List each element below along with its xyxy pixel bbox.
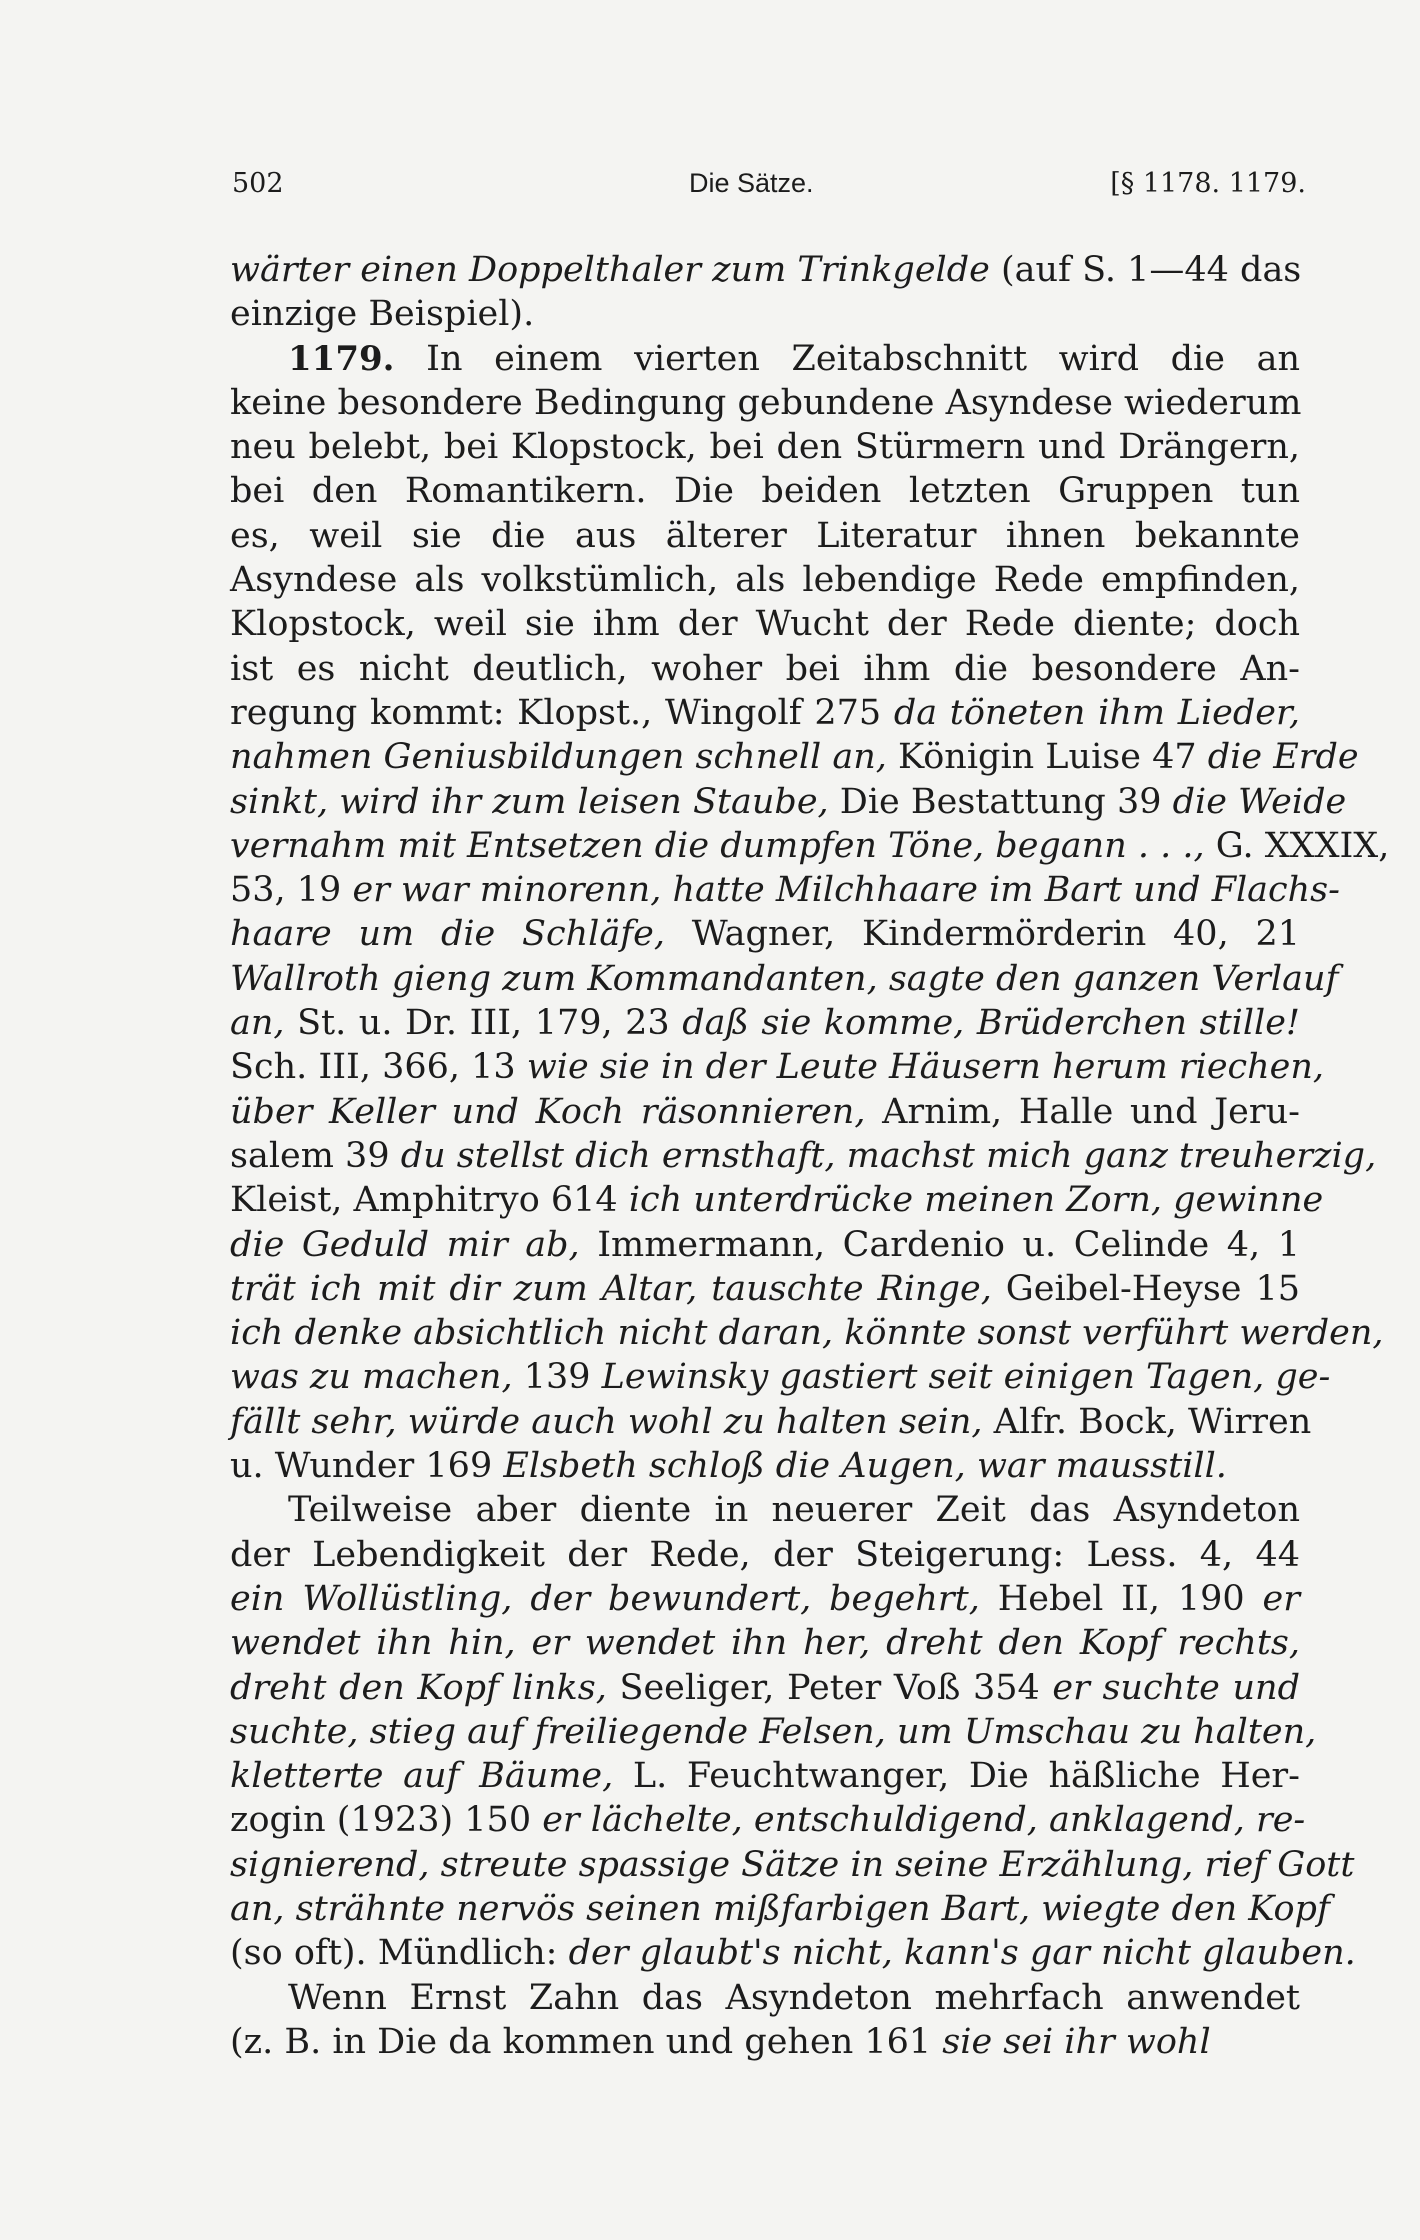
body-text [230, 248, 1390, 2064]
quoted-example: trät ich mit dir zum Altar, tauschte Ringe, [230, 1268, 992, 1309]
quoted-example: ich unterdrücke meinen Zorn, gewinne [628, 1180, 1324, 1221]
quoted-example: er [1262, 1578, 1300, 1619]
quoted-example: ein Wollüstling, der bewundert, begehrt, [230, 1578, 980, 1619]
text-line [230, 248, 1300, 292]
quoted-example: Elsbeth schloß die Augen, war mausstill. [503, 1446, 1227, 1487]
text-line [230, 824, 1390, 868]
text-run: zogin (1923) 150 [230, 1800, 543, 1841]
text-line [230, 1444, 1300, 1488]
quoted-example: die Erde [1207, 737, 1359, 778]
text-line [230, 1311, 1384, 1355]
quoted-example: daß sie komme, Brüderchen stille! [682, 1003, 1300, 1044]
text-line [230, 602, 1300, 646]
text-line [230, 1843, 1355, 1887]
text-run: Wenn Ernst Zahn das Asyndeton mehrfach anwendet [288, 1977, 1300, 2018]
text-line [230, 1931, 1356, 1975]
text-line [230, 1178, 1324, 1222]
quoted-example: signierend, streute spassige Sätze in seine Erzählung, rief Gott [230, 1844, 1355, 1885]
text-run: der Lebendigkeit der Rede, der Steigerung: Less. 4, 44 [230, 1534, 1300, 1575]
text-run: Hebel II, 190 [979, 1578, 1263, 1619]
text-run: In einem vierten Zeitabschnitt wird die an [394, 338, 1300, 379]
text-run: Teilweise aber diente in neuerer Zeit das Asyndeton [288, 1490, 1300, 1531]
text-run: G. XXXIX, [1204, 825, 1390, 866]
text-line [230, 1710, 1317, 1754]
text-line [230, 425, 1300, 469]
text-run: Die Bestattung 39 [828, 781, 1173, 822]
text-line [230, 912, 1300, 956]
text-line [230, 1577, 1300, 1621]
text-line [230, 558, 1300, 602]
text-run: neu belebt, bei Klopstock, bei den Stürmern und Drängern, [230, 427, 1300, 468]
text-line [230, 1533, 1300, 1577]
text-line [230, 1754, 1300, 1798]
text-run: u. Wunder 169 [230, 1446, 504, 1487]
quoted-example: über Keller und Koch räsonnieren, [230, 1091, 866, 1132]
text-line [230, 1355, 1331, 1399]
quoted-example: er lächelte, entschuldigend, anklagend, re- [542, 1800, 1306, 1841]
quoted-example: fällt sehr, würde auch wohl zu halten sein, [230, 1401, 983, 1442]
text-run: Sch. III, 366, 13 [230, 1047, 527, 1088]
quoted-example: da töneten ihm Lieder, [893, 692, 1300, 733]
text-line [230, 469, 1300, 513]
text-line [230, 1488, 1300, 1532]
text-line [230, 691, 1300, 735]
text-run: 53, 19 [230, 870, 353, 911]
section-reference: [§ 1178. 1179. [1110, 168, 1306, 199]
text-run: St. u. Dr. III, 179, 23 [284, 1003, 683, 1044]
text-line [230, 780, 1347, 824]
text-line [230, 735, 1359, 779]
text-line [230, 1621, 1300, 1665]
text-line [230, 292, 1300, 336]
section-number: 1179. [288, 338, 395, 379]
text-run: (z. B. in Die da kommen und gehen 161 [230, 2021, 943, 2062]
text-run: Wagner, Kindermörderin 40, 21 [665, 914, 1300, 955]
text-line [230, 1001, 1300, 1045]
text-line [230, 1045, 1325, 1089]
text-run: salem 39 [230, 1135, 401, 1176]
quoted-example: ich denke absichtlich nicht daran, könnte sonst verführt werden, [230, 1313, 1384, 1354]
text-run: Kleist, Amphitryo 614 [230, 1180, 629, 1221]
text-line [230, 647, 1300, 691]
quoted-example: die Geduld mir ab, [230, 1224, 580, 1265]
text-line [230, 381, 1300, 425]
text-run: Arnim, Halle und Jeru- [865, 1091, 1300, 1132]
quoted-example: du stellst dich ernsthaft, machst mich ganz treuherzig, [400, 1135, 1377, 1176]
quoted-example: haare um die Schläfe, [230, 914, 665, 955]
text-run: Alfr. Bock, Wirren [982, 1401, 1312, 1442]
text-run: L. Feuchtwanger, Die häßliche Her- [613, 1756, 1300, 1797]
text-line [230, 337, 1300, 381]
quoted-example: die Weide [1172, 781, 1347, 822]
text-line [230, 1666, 1300, 1710]
text-line [230, 868, 1340, 912]
quoted-example: wendet ihn hin, er wendet ihn her, dreht den Kopf rechts, [230, 1623, 1300, 1664]
text-line [230, 2020, 1300, 2064]
text-run: Geibel-Heyse 15 [991, 1268, 1300, 1309]
quoted-example: der glaubt's nicht, kann's gar nicht glauben. [568, 1933, 1356, 1974]
quoted-example: an, strähnte nervös seinen mißfarbigen Bart, wiegte den Kopf [230, 1888, 1330, 1929]
quoted-example: kletterte auf Bäume, [230, 1756, 614, 1797]
quoted-example: er suchte und [1052, 1667, 1300, 1708]
text-line [230, 1134, 1377, 1178]
text-run: Königin Luise 47 [886, 737, 1208, 778]
text-line [230, 1976, 1300, 2020]
text-run: Klopstock, weil sie ihm der Wucht der Rede diente; doch [230, 604, 1300, 645]
quoted-example: dreht den Kopf links, [230, 1667, 607, 1708]
text-run: keine besondere Bedingung gebundene Asyndese wiederum [230, 382, 1302, 423]
running-title: Die Sätze. [689, 168, 814, 198]
quoted-example: sinkt, wird ihr zum leisen Staube, [230, 781, 829, 822]
quoted-example: er war minorenn, hatte Milchhaare im Bart und Flachs- [352, 870, 1340, 911]
text-run: einzige Beispiel). [230, 294, 535, 335]
text-run: (so oft). Mündlich: [230, 1933, 569, 1974]
text-line [230, 1887, 1330, 1931]
text-line [230, 514, 1300, 558]
quoted-example: vernahm mit Entsetzen die dumpfen Töne, begann . . ., [230, 825, 1205, 866]
quoted-example: nahmen Geniusbildungen schnell an, [230, 737, 887, 778]
text-run: (auf S. 1—44 das [989, 250, 1302, 290]
text-run: Asyndese als volkstümlich, als lebendige Rede empfinden, [230, 560, 1300, 601]
text-line [230, 957, 1339, 1001]
text-run: regung kommt: Klopst., Wingolf 275 [230, 692, 894, 733]
quoted-example: sie sei ihr wohl [942, 2021, 1211, 2062]
text-run: es, weil sie die aus älterer Literatur ihnen bekannte [230, 515, 1300, 556]
text-line [230, 1223, 1300, 1267]
running-header [232, 168, 1306, 208]
text-run: ist es nicht deutlich, woher bei ihm die besondere An- [230, 648, 1300, 689]
text-line [230, 1798, 1306, 1842]
quoted-example: suchte, stieg auf freiliegende Felsen, um Umschau zu halten, [230, 1711, 1317, 1752]
text-run: Seeliger, Peter Voß 354 [606, 1667, 1053, 1708]
quoted-example: was zu machen, [230, 1357, 513, 1398]
text-line [230, 1400, 1312, 1444]
quoted-example: Wallroth gieng zum Kommandanten, sagte den ganzen Verlauf [230, 958, 1339, 999]
quoted-example: wärter einen Doppelthaler zum Trinkgelde [230, 250, 990, 290]
quoted-example: Lewinsky gastiert seit einigen Tagen, ge- [601, 1357, 1331, 1398]
text-line [230, 1090, 1300, 1134]
quoted-example: an, [230, 1003, 285, 1044]
quoted-example: wie sie in der Leute Häusern herum riechen, [526, 1047, 1325, 1088]
text-line [230, 1267, 1300, 1311]
text-run: Immermann, Cardenio u. Celinde 4, 1 [579, 1224, 1300, 1265]
text-run: 139 [512, 1357, 602, 1398]
page-number: 502 [232, 168, 284, 199]
text-run: bei den Romantikern. Die beiden letzten Gruppen tun [230, 471, 1300, 512]
